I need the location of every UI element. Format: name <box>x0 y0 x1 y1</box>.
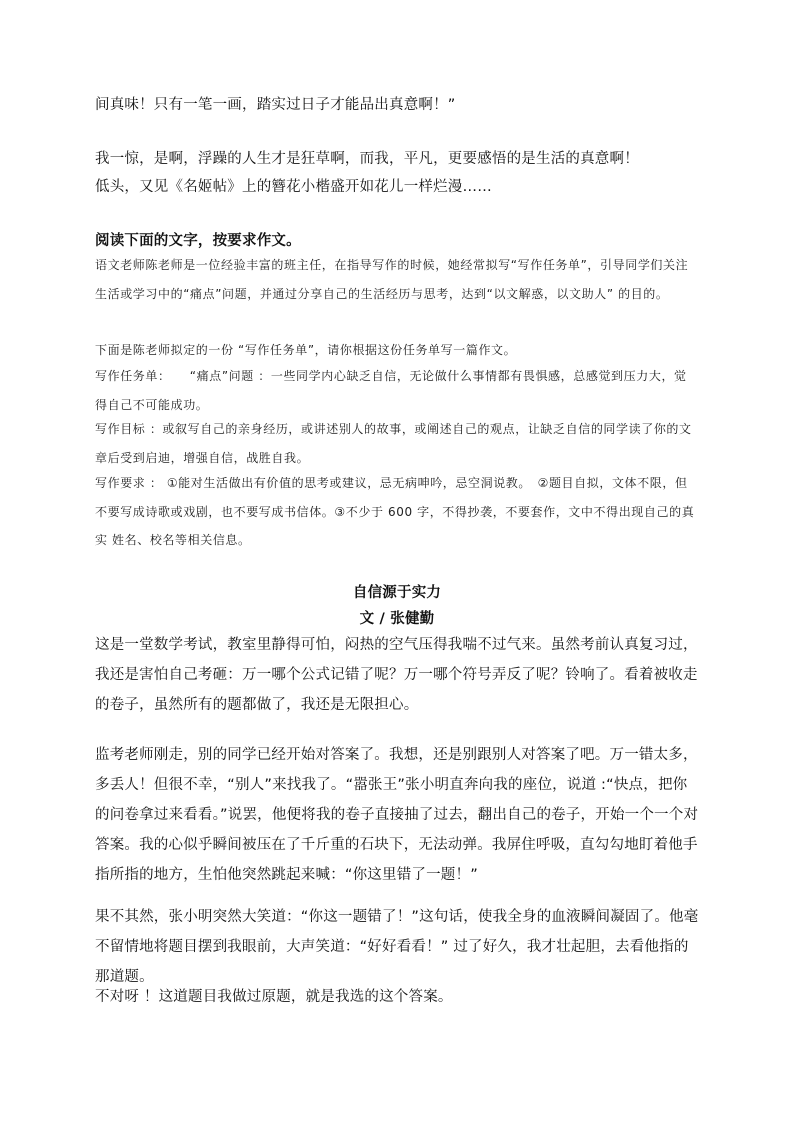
essay-paragraph-1: 这是一堂数学考试，教室里静得可怕，闷热的空气压得我喘不过气来。虽然考前认真复习过，我还是害怕自己考砸：万一哪个公式记错了呢？万一哪个符号弄反了呢？铃响了。看着被收走的卷子，虽然所有的题都做了，我还是无限担心。 <box>95 637 698 713</box>
prompt-paragraph-2: 下面是陈老师拟定的一份 “写作任务单”，请你根据这份任务单写一篇作文。 <box>95 343 517 357</box>
prompt-paragraph-1: 语文老师陈老师是一位经验丰富的班主任，在指导写作的时候，她经常拟写“写作任务单”，引导同学们关注生活或学习中的“痛点”问题，并通过分享自己的生活经历与思考，达到“以文解惑，以文助人” 的目的。 <box>95 258 689 301</box>
essay-paragraph-4: 不对呀 ！这道题目我做过原题，就是我选的这个答案。 <box>95 989 453 1005</box>
prompt-goal: 写作目标 ：或叙写自己的亲身经历，或讲述别人的故事，或阐述自己的观点，让缺乏自信的同学读了你的文章后受到启迪，增强自信，战胜自我。 <box>95 422 692 465</box>
essay-paragraph-2: 监考老师刚走，别的同学已经开始对答案了。我想，还是别跟别人对答案了吧。万一错太多，多丢人！但很不幸，“别人”来找我了。“嚣张王”张小明直奔向我的座位，说道 :“快点，把你的问卷拿过来看看。”说罢，他便将我的卷子直接抽了过去，翻出自己的卷子，开始一个一个对答案。我的心似乎瞬间被压在了千斤重的石块下，无法动弹。我屏住呼吸，直勾勾地盯着他手指所指的地方，生怕他突然跳起来喊：“你这里错了一题！” <box>95 747 699 883</box>
prompt-task-sheet: 写作任务单： “痛点”问题 ：一些同学内心缺乏自信，无论做什么事情都有畏惧感，总感觉到压力大，觉得自己不可能成功。 <box>95 369 687 412</box>
intro-line-2: 我一惊，是啊，浮躁的人生才是狂草啊，而我，平凡，更要感悟的是生活的真意啊！ <box>95 151 639 167</box>
intro-line-3: 低头，又见《名姬帖》上的簪花小楷盛开如花儿一样烂漫…… <box>95 179 492 195</box>
prompt-requirements: 写作要求 ： ①能对生活做出有价值的思考或建议，忌无病呻吟，忌空洞说教。 ②题目自拟，文体不限，但不要写成诗歌或戏剧，也不要写成书信体。③不少于 600 字，不得抄袭，不要套作，文中不得出现自己的真实 姓名、校名等相关信息。 <box>95 476 695 547</box>
essay-author: 文 / 张健勤 <box>359 611 435 627</box>
essay-paragraph-3: 果不其然，张小明突然大笑道：“你这一题错了！”这句话，使我全身的血液瞬间凝固了。他毫不留情地将题目摆到我眼前，大声笑道：“好好看看！” 过了好久，我才壮起胆，去看他指的那道题。 <box>95 909 699 985</box>
essay-title: 自信源于实力 <box>352 585 442 601</box>
prompt-heading: 阅读下面的文字，按要求作文。 <box>95 233 301 249</box>
intro-line-1: 间真味！只有一笔一画，踏实过日子才能品出真意啊！” <box>95 97 456 113</box>
